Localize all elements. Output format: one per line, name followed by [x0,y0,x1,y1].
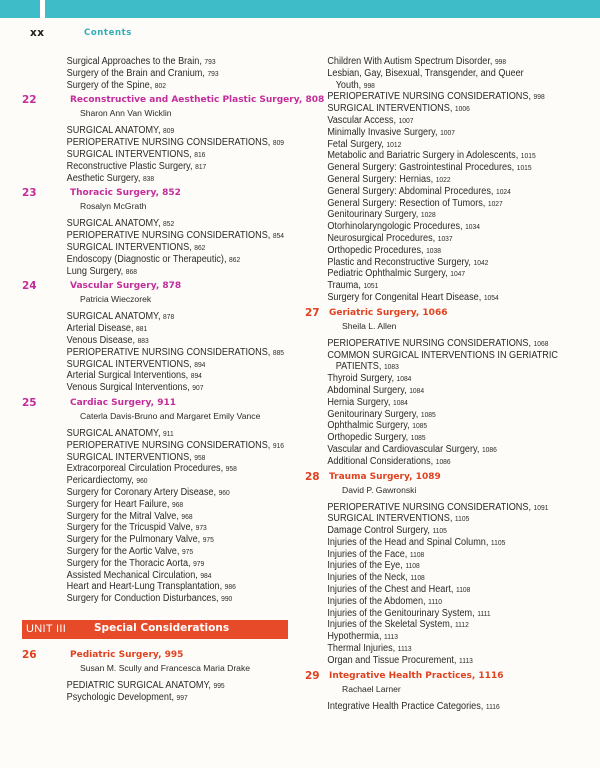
toc-entry[interactable] [305,513,549,525]
chapter-author: Caterla Davis-Bruno and Margaret Emily Vance [80,410,261,421]
entry-page: 984 [200,570,212,580]
toc-entry[interactable] [305,233,549,245]
entry-page: 809 [163,126,175,136]
entry-text: Organ and Tissue Procurement, [327,654,457,666]
entry-page: 1105 [490,537,506,547]
entry-text: Hypothermia, [327,631,382,643]
chapter-title[interactable]: Geriatric Surgery, 1066 [329,307,448,318]
entry-page: 1038 [426,245,441,255]
chapter-title[interactable]: Integrative Health Practices, 1116 [329,670,504,681]
toc-entry[interactable] [22,487,266,499]
toc-entry[interactable] [305,56,549,68]
chapter-number: 27 [305,306,320,319]
entry-text: Surgery for the Aortic Valve, [66,545,180,557]
top-accent-bar [0,0,600,18]
entry-text: Surgery for Congenital Heart Disease, [327,291,482,303]
entry-page: 1042 [473,257,489,267]
toc-entry[interactable] [305,280,549,292]
entry-page: 1054 [483,292,499,302]
toc-entry[interactable] [305,257,549,269]
chapter-heading[interactable] [22,94,325,108]
entry-text: Assisted Mechanical Circulation, [66,569,198,581]
entry-text: Pericardiectomy, [66,475,134,487]
unit-title: Special Considerations [94,622,230,635]
entry-page: 1047 [450,269,466,279]
chapter-author: David P. Gawronski [342,484,417,495]
entry-text: Trauma, [327,280,361,292]
entry-text: General Surgery: Resection of Tumors, [327,197,486,209]
entry-text: Injuries of the Chest and Heart, [327,584,454,596]
toc-entry[interactable] [305,349,558,362]
entry-text: Endoscopy (Diagnostic or Therapeutic), [66,253,227,265]
toc-entry[interactable] [22,346,285,359]
entry-page: 862 [229,254,241,264]
entry-text: Surgery for the Tricuspid Valve, [66,522,194,534]
entry-page: 1113 [397,644,412,654]
chapter-heading[interactable] [22,649,284,663]
toc-entry[interactable] [22,382,266,394]
toc-entry[interactable] [305,245,549,257]
entry-text: SURGICAL ANATOMY, [66,218,161,230]
entry-page: 868 [125,266,137,276]
entry-text: Children With Autism Spectrum Disorder, [327,56,493,67]
entry-text: Surgery for the Pulmonary Valve, [66,534,201,546]
entry-text: Thermal Injuries, [327,643,396,655]
unit-banner [22,620,288,639]
entry-page: 1086 [435,456,451,466]
toc-entry[interactable] [305,209,549,221]
entry-page: 1007 [440,127,455,137]
unit-label: UNIT III [26,622,67,635]
entry-text: Extracorporeal Circulation Procedures, [66,463,224,475]
toc-entry[interactable] [305,596,549,608]
chapter-title[interactable]: Trauma Surgery, 1089 [329,471,441,482]
chapter-heading[interactable] [305,670,567,684]
toc-entry[interactable] [305,80,549,92]
entry-text: General Surgery: Gastrointestinal Procedures, [327,162,515,174]
entry-text: Injuries of the Skeletal System, [327,619,453,631]
entry-page: 854 [272,231,285,241]
entry-page: 975 [181,546,194,556]
toc-entry[interactable] [305,549,549,561]
chapter-number: 25 [22,396,37,409]
toc-entry[interactable] [305,162,549,174]
entry-text: Additional Considerations, [327,455,434,467]
entry-page: 997 [176,692,188,702]
top-bar-marker [40,0,45,18]
entry-text: SURGICAL INTERVENTIONS, [66,148,192,160]
entry-page: 1086 [481,444,497,454]
entry-text: SURGICAL ANATOMY, [66,427,161,439]
toc-entry[interactable] [22,149,266,161]
entry-text: Injuries of the Head and Spinal Column, [327,536,489,548]
toc-entry[interactable] [305,572,549,584]
toc-entry[interactable] [22,439,285,452]
toc-entry[interactable] [305,560,549,572]
toc-entry[interactable] [305,127,549,139]
chapter-author: Rosalyn McGrath [80,201,147,212]
entry-text: General Surgery: Abdominal Procedures, [327,185,494,197]
toc-entry[interactable] [305,103,549,115]
entry-text: Aesthetic Surgery, [66,172,141,184]
chapter-number: 23 [22,187,37,200]
entry-page: 990 [221,594,233,604]
entry-page: 881 [136,324,148,334]
entry-text: Thyroid Surgery, [327,373,394,385]
entry-text: SURGICAL ANATOMY, [66,125,161,137]
entry-text: Metabolic and Bariatric Surgery in Adolescents, [327,150,519,162]
entry-page: 878 [163,312,175,322]
entry-text: PERIOPERATIVE NURSING CONSIDERATIONS, [66,439,271,451]
entry-page: 1091 [533,502,549,512]
entry-text: Fetal Surgery, [327,138,384,150]
entry-text: PATIENTS, [335,361,382,373]
toc-entry[interactable] [305,456,549,468]
toc-entry[interactable] [305,292,549,304]
entry-page: 1015 [516,163,532,173]
entry-page: 1113 [459,655,473,665]
entry-text: Injuries of the Face, [327,548,408,560]
page-number: xx [30,27,45,39]
entry-page: 802 [154,80,166,90]
toc-entry[interactable] [22,511,266,523]
entry-page: 1085 [420,409,436,419]
toc-entry[interactable] [22,558,266,570]
entry-page: 907 [192,383,204,393]
entry-text: Vascular and Cardiovascular Surgery, [327,443,480,455]
toc-entry[interactable] [305,397,549,409]
entry-page: 1105 [432,526,447,536]
entry-page: 916 [272,440,285,450]
toc-entry[interactable] [22,80,266,92]
entry-page: 883 [137,335,149,345]
entry-page: 1007 [398,115,414,125]
entry-text: SURGICAL INTERVENTIONS, [66,451,192,463]
entry-page: 973 [195,523,207,533]
toc-entry[interactable] [22,570,266,582]
toc-entry[interactable] [305,150,549,162]
entry-text: PERIOPERATIVE NURSING CONSIDERATIONS, [327,337,532,349]
toc-entry[interactable] [305,643,549,655]
toc-entry[interactable] [305,221,549,233]
entry-text: PEDIATRIC SURGICAL ANATOMY, [66,679,211,691]
toc-entry[interactable] [22,323,266,335]
toc-entry[interactable] [22,475,266,487]
entry-text: Vascular Access, [327,114,397,126]
toc-entry[interactable] [305,198,549,210]
toc-entry[interactable] [305,444,549,456]
entry-page: 960 [218,487,230,497]
entry-page: 852 [163,219,175,229]
entry-page: 862 [194,242,206,252]
entry-page: 1105 [454,514,470,524]
entry-text: PERIOPERATIVE NURSING CONSIDERATIONS, [66,346,271,358]
entry-page: 817 [195,161,207,171]
toc-entry[interactable] [305,420,549,432]
entry-page: 1034 [465,222,480,232]
toc-entry[interactable] [305,115,549,127]
toc-entry[interactable] [22,499,266,511]
entry-page: 995 [213,680,225,690]
entry-page: 1068 [533,338,549,348]
chapter-number: 24 [22,280,37,293]
entry-text: Venous Disease, [66,334,136,346]
entry-text: Neurosurgical Procedures, [327,232,436,244]
entry-page: 911 [163,428,174,438]
toc-entry[interactable] [305,701,549,713]
entry-page: 816 [194,149,206,159]
entry-page: 1012 [386,139,402,149]
entry-page: 958 [194,452,206,462]
entry-text: Surgery for Heart Failure, [66,498,170,510]
entry-page: 1085 [412,421,428,431]
toc-entry[interactable] [305,91,549,103]
entry-text: PERIOPERATIVE NURSING CONSIDERATIONS, [327,91,532,103]
entry-page: 1015 [520,151,536,161]
entry-page: 998 [533,92,545,102]
entry-text: Surgery of the Brain and Cranium, [66,67,205,79]
toc-entry[interactable] [22,335,266,347]
toc-entry[interactable] [305,338,549,350]
toc-entry[interactable] [22,359,266,371]
toc-entry[interactable] [22,137,285,149]
entry-text: Pediatric Ophthalmic Surgery, [327,268,448,280]
toc-entry[interactable] [305,385,549,397]
entry-page: 1028 [420,210,436,220]
entry-page: 885 [272,347,285,357]
toc-entry[interactable] [22,242,266,254]
chapter-title[interactable]: Cardiac Surgery, 911 [70,397,177,408]
entry-page: 986 [224,582,236,592]
entry-text: Hernia Surgery, [327,396,391,408]
toc-entry[interactable] [305,525,549,537]
toc-entry[interactable] [305,432,549,444]
entry-text: Surgery for Coronary Artery Disease, [66,486,217,498]
entry-text: Reconstructive Plastic Surgery, [66,160,193,172]
toc-entry[interactable] [22,254,266,266]
entry-text: Surgery of the Spine, [66,79,153,91]
entry-page: 1024 [495,186,511,196]
toc-entry[interactable] [22,125,266,137]
right-column [305,56,567,712]
toc-entry[interactable] [305,608,549,620]
chapter-heading[interactable] [305,471,567,485]
chapter-heading[interactable] [22,280,284,294]
chapter-author: Sheila L. Allen [342,320,397,331]
chapter-title[interactable]: Vascular Surgery, 878 [70,281,182,292]
entry-text: SURGICAL INTERVENTIONS, [66,358,192,370]
toc-entry[interactable] [22,452,266,464]
chapter-author: Rachael Larner [342,683,401,694]
toc-entry[interactable] [305,502,549,514]
entry-page: 998 [494,57,507,66]
entry-text: Venous Surgical Interventions, [66,382,190,394]
toc-entry[interactable] [22,311,266,323]
entry-text: Injuries of the Genitourinary System, [327,607,475,619]
entry-page: 1084 [409,385,425,395]
entry-text: SURGICAL ANATOMY, [66,311,161,323]
entry-page: 1108 [410,573,425,583]
entry-page: 979 [193,558,205,568]
entry-text: Genitourinary Surgery, [327,408,419,420]
chapter-heading[interactable] [22,187,284,201]
entry-page: 1110 [428,596,443,606]
toc-entry[interactable] [22,680,266,692]
entry-page: 1084 [396,374,412,384]
entry-page: 793 [204,57,216,66]
entry-page: 809 [272,138,285,148]
toc-entry[interactable] [22,266,266,278]
toc-entry[interactable] [22,534,266,546]
entry-text: Injuries of the Neck, [327,572,408,584]
chapter-author: Susan M. Scully and Francesca Maria Drake [80,662,251,673]
chapter-number: 22 [22,94,37,107]
entry-page: 1108 [409,549,425,559]
chapter-title[interactable]: Reconstructive and Aesthetic Plastic Surgery, 808 [70,95,325,106]
entry-text: PERIOPERATIVE NURSING CONSIDERATIONS, [66,230,271,242]
toc-entry[interactable] [22,173,266,185]
entry-text: Injuries of the Abdomen, [327,595,426,607]
entry-page: 1006 [454,104,470,114]
toc-entry[interactable] [305,268,549,280]
entry-text: General Surgery: Hernias, [327,173,434,185]
entry-text: Surgery for Conduction Disturbances, [66,593,219,605]
chapter-number: 29 [305,669,320,682]
entry-text: Orthopedic Surgery, [327,432,409,444]
entry-page: 1051 [363,281,379,291]
entry-page: 894 [194,359,206,369]
toc-entry[interactable] [22,463,266,475]
entry-text: Surgical Approaches to the Brain, [66,56,202,67]
entry-page: 1037 [437,233,453,243]
toc-entry[interactable] [22,692,266,704]
entry-page: 1108 [405,561,420,571]
chapter-author: Sharon Ann Van Wicklin [80,108,172,119]
toc-entry[interactable] [22,230,285,242]
toc-entry[interactable] [305,409,549,421]
chapter-number: 28 [305,470,320,483]
toc-entry[interactable] [305,68,549,80]
entry-page: 793 [207,68,219,78]
running-header-title: Contents [84,28,132,38]
entry-text: Psychologic Development, [66,691,175,703]
toc-entry[interactable] [305,619,549,631]
entry-text: Arterial Surgical Interventions, [66,370,189,382]
toc-entry[interactable] [22,68,266,80]
chapter-number: 26 [22,648,37,661]
entry-text: Surgery for the Mitral Valve, [66,510,179,522]
toc-entry[interactable] [305,174,549,186]
toc-entry[interactable] [305,631,549,643]
toc-entry[interactable] [22,218,266,230]
entry-text: PERIOPERATIVE NURSING CONSIDERATIONS, [327,501,532,513]
chapter-heading[interactable] [305,307,567,321]
chapter-heading[interactable] [22,397,284,411]
toc-entry[interactable] [305,361,549,373]
entry-page: 968 [181,511,193,521]
toc-entry[interactable] [305,186,549,198]
entry-page: 968 [171,499,184,509]
chapter-title[interactable]: Thoracic Surgery, 852 [70,188,181,199]
toc-entry[interactable] [305,139,549,151]
entry-text: Minimally Invasive Surgery, [327,126,438,138]
toc-entry[interactable] [22,593,266,605]
entry-text: Heart and Heart-Lung Transplantation, [66,581,223,593]
entry-text: Youth, [335,79,362,91]
chapter-author: Patricia Wieczorek [80,294,152,305]
entry-text: Integrative Health Practice Categories, [327,700,484,712]
entry-page: 1116 [485,701,500,711]
entry-page: 1084 [393,397,408,407]
entry-page: 958 [225,464,237,474]
entry-text: Abdominal Surgery, [327,384,407,396]
entry-page: 975 [202,535,214,545]
chapter-title[interactable]: Pediatric Surgery, 995 [70,649,184,660]
toc-entry[interactable] [22,161,266,173]
entry-page: 1108 [455,585,471,595]
entry-page: 998 [363,80,375,90]
entry-page: 1027 [487,198,503,208]
toc-entry[interactable] [22,56,266,68]
toc-entry[interactable] [305,373,549,385]
toc-entry[interactable] [22,428,266,440]
entry-page: 838 [142,173,155,183]
entry-page: 894 [190,371,202,381]
entry-page: 960 [136,476,148,486]
entry-text: SURGICAL INTERVENTIONS, [66,241,192,253]
toc-entry[interactable] [305,584,549,596]
toc-entry[interactable] [305,537,549,549]
entry-text: Arterial Disease, [66,323,134,335]
entry-text: COMMON SURGICAL INTERVENTIONS IN GERIATRIC [327,349,558,361]
toc-entry[interactable] [22,370,266,382]
entry-text: Injuries of the Eye, [327,560,403,572]
entry-text: Lung Surgery, [66,265,124,277]
entry-text: SURGICAL INTERVENTIONS, [327,103,453,115]
entry-page: 1085 [410,433,426,443]
entry-page: 1083 [383,362,399,372]
entry-text: PERIOPERATIVE NURSING CONSIDERATIONS, [66,137,271,149]
entry-page: 1112 [454,620,469,630]
entry-text: Genitourinary Surgery, [327,209,419,221]
entry-text: Ophthalmic Surgery, [327,420,410,432]
entry-text: Lesbian, Gay, Bisexual, Transgender, and Queer [327,67,524,79]
toc-entry[interactable] [22,522,266,534]
entry-text: Damage Control Surgery, [327,525,430,537]
toc-entry[interactable] [305,655,549,667]
toc-entry[interactable] [22,546,266,558]
entry-text: SURGICAL INTERVENTIONS, [327,513,453,525]
entry-text: Surgery for the Thoracic Aorta, [66,557,191,569]
entry-page: 1022 [435,174,451,184]
entry-text: Plastic and Reconstructive Surgery, [327,256,471,268]
toc-entry[interactable] [22,581,266,593]
entry-text: Otorhinolaryngologic Procedures, [327,221,463,233]
entry-page: 1113 [384,632,398,642]
entry-page: 1111 [477,608,491,618]
entry-text: Orthopedic Procedures, [327,244,424,256]
